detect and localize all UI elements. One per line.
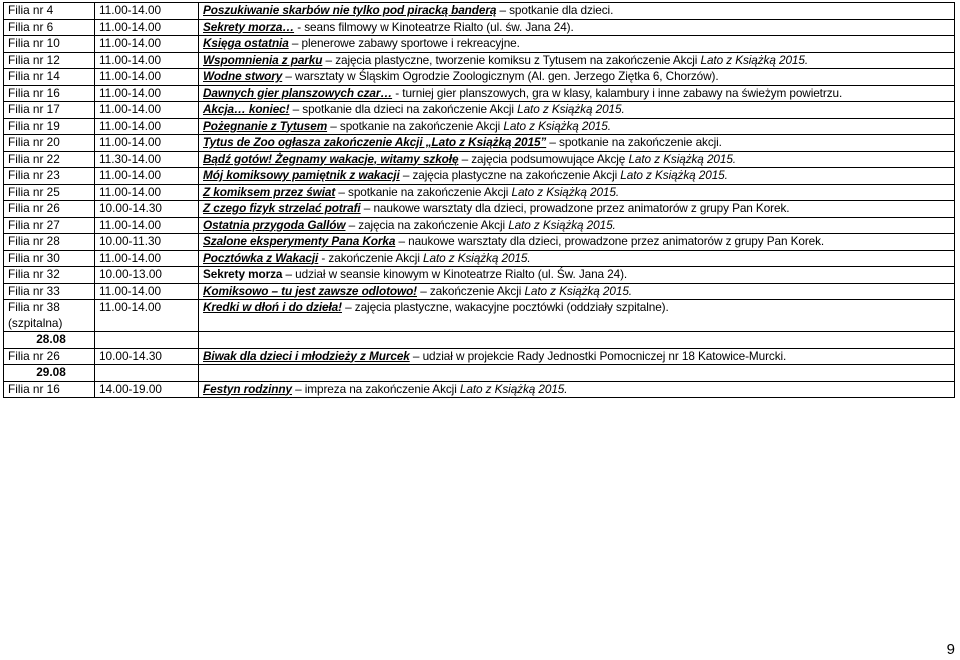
branch-name: Filia nr 22 (8, 151, 60, 166)
branch-cell (4, 36, 95, 53)
event-row (4, 300, 955, 332)
description-cell (199, 201, 955, 218)
branch-cell (4, 168, 95, 185)
branch-cell (4, 217, 95, 234)
event-title: Sekrety morza… (203, 19, 295, 34)
description-cell (199, 234, 955, 251)
event-row (4, 267, 955, 284)
branch-cell (4, 19, 95, 36)
event-row (4, 135, 955, 152)
event-description: – spotkanie na zakończenie akcji. (546, 135, 722, 149)
branch-name: Filia nr 27 (8, 217, 60, 232)
branch-cell (4, 184, 95, 201)
branch-cell (4, 102, 95, 119)
description-cell (199, 3, 955, 20)
event-row (4, 118, 955, 135)
campaign-name: Lato z Książką 2015. (524, 283, 632, 298)
description-cell (199, 348, 955, 365)
campaign-name: Lato z Książką 2015. (700, 52, 809, 67)
branch-cell (4, 283, 95, 300)
date-row (4, 365, 955, 382)
branch-cell (4, 234, 95, 251)
event-title: Szalone eksperymenty Pana Korka (203, 234, 396, 248)
branch-name: Filia nr 26 (8, 201, 60, 215)
branch-cell (4, 135, 95, 152)
event-title: Dawnych gier planszowych czar… (203, 85, 393, 100)
event-row (4, 348, 955, 365)
event-title: Poszukiwanie skarbów nie tylko pod piracką banderą (203, 3, 497, 17)
event-title: Pożegnanie z Tytusem (203, 118, 328, 133)
description-cell (199, 300, 955, 332)
event-description: – zajęcia na zakończenie Akcji (345, 217, 509, 232)
description-cell (199, 69, 955, 86)
description-cell (199, 118, 955, 135)
event-title: Biwak dla dzieci i młodzieży z Murcek (203, 348, 410, 363)
campaign-name: Lato z Książką 2015. (423, 250, 531, 265)
branch-name: Filia nr 26 (8, 348, 60, 363)
event-title: Bądź gotów! Żegnamy wakacje, witamy szkołę (203, 151, 459, 166)
description-cell (199, 381, 955, 398)
event-description: – warsztaty w Śląskim Ogrodzie Zoologicznym (Al. gen. Jerzego Ziętka 6, Chorzów). (282, 69, 719, 83)
event-description: – spotkanie na zakończenie Akcji (327, 118, 504, 133)
event-row (4, 69, 955, 86)
branch-cell (4, 201, 95, 218)
event-title: Pocztówka z Wakacji (203, 250, 319, 265)
event-row (4, 283, 955, 300)
date-cell: 29.08 (4, 365, 95, 382)
branch-cell (4, 118, 95, 135)
branch-name: Filia nr 20 (8, 135, 60, 149)
branch-cell (4, 348, 95, 365)
event-row (4, 234, 955, 251)
time-cell: 11.00-14.00 (95, 300, 199, 332)
event-title: Kredki w dłoń i do dzieła! (203, 300, 342, 314)
branch-name: Filia nr 6 (8, 19, 54, 34)
event-description: – spotkanie dla dzieci na zakończenie Akcji (289, 102, 518, 116)
campaign-name: Lato z Książką 2015. (508, 217, 616, 232)
event-description: – impreza na zakończenie Akcji (291, 381, 460, 396)
date-cell: 28.08 (4, 332, 95, 349)
description-cell (199, 283, 955, 300)
event-row (4, 151, 955, 168)
date-row (4, 332, 955, 349)
branch-cell (4, 85, 95, 102)
event-description: – udział w projekcie Rady Jednostki Pomocniczej nr 18 Katowice-Murcki. (409, 348, 787, 363)
branch-cell (4, 3, 95, 20)
description-cell (199, 217, 955, 234)
event-row (4, 201, 955, 218)
description-cell (199, 19, 955, 36)
description-cell (199, 36, 955, 53)
event-title: Wodne stwory (203, 69, 283, 83)
description-cell (199, 184, 955, 201)
description-cell (199, 151, 955, 168)
time-cell: 11.00-14.00 (95, 184, 199, 201)
event-row (4, 184, 955, 201)
campaign-name: Lato z Książką 2015. (511, 184, 620, 199)
event-description: - turniej gier planszowych, gra w klasy, kalambury i inne zabawy na świeżym powietrzu. (392, 85, 843, 100)
event-description: – naukowe warsztaty dla dzieci, prowadzone przez animatorów z grupy Pan Korek. (395, 234, 825, 248)
branch-note: (szpitalna) (8, 315, 63, 330)
campaign-name: Lato z Książką 2015. (628, 151, 736, 166)
event-row (4, 168, 955, 185)
branch-name: Filia nr 10 (8, 36, 60, 50)
branch-name: Filia nr 32 (8, 267, 60, 281)
branch-name: Filia nr 28 (8, 234, 60, 248)
branch-cell (4, 250, 95, 267)
description-cell (199, 168, 955, 185)
campaign-name: Lato z Książką 2015. (459, 381, 568, 396)
event-row (4, 381, 955, 398)
description-cell (199, 267, 955, 284)
time-cell: 11.00-14.00 (95, 283, 199, 300)
event-row (4, 3, 955, 20)
campaign-name: Lato z Książką 2015. (620, 168, 728, 182)
event-description: – spotkanie dla dzieci. (496, 3, 614, 17)
time-cell: 10.00-14.30 (95, 201, 199, 218)
branch-name: Filia nr 19 (8, 118, 60, 133)
event-title: Mój komiksowy pamiętnik z wakacji (203, 168, 400, 182)
event-row (4, 52, 955, 69)
empty-description-cell (199, 365, 955, 382)
event-description: - zakończenie Akcji (318, 250, 424, 265)
description-cell (199, 85, 955, 102)
time-cell: 10.00-14.30 (95, 348, 199, 365)
description-cell (199, 250, 955, 267)
time-cell: 11.00-14.00 (95, 3, 199, 20)
event-title: Akcja… koniec! (203, 102, 290, 116)
empty-time-cell (95, 365, 199, 382)
time-cell: 11.00-14.00 (95, 69, 199, 86)
event-description: - seans filmowy w Kinoteatrze Rialto (ul. św. Jana 24). (294, 19, 574, 34)
time-cell: 11.00-14.00 (95, 52, 199, 69)
empty-time-cell (95, 332, 199, 349)
description-cell (199, 102, 955, 119)
branch-cell (4, 151, 95, 168)
event-title: Sekrety morza (203, 267, 283, 281)
branch-name: Filia nr 30 (8, 250, 60, 265)
event-title: Z komiksem przez świat (203, 184, 336, 199)
time-cell: 11.00-14.00 (95, 135, 199, 152)
event-title: Księga ostatnia (203, 36, 289, 50)
campaign-name: Lato z Książką 2015. (517, 102, 625, 116)
branch-cell (4, 300, 95, 332)
event-title: Z czego fizyk strzelać potrafi (203, 201, 361, 215)
time-cell: 11.00-14.00 (95, 85, 199, 102)
event-description: – udział w seansie kinowym w Kinoteatrze Rialto (ul. Św. Jana 24). (282, 267, 628, 281)
event-description: – zajęcia podsumowujące Akcję (458, 151, 629, 166)
event-description: – zajęcia plastyczne, tworzenie komiksu z Tytusem na zakończenie Akcji (322, 52, 701, 67)
branch-cell (4, 381, 95, 398)
branch-name: Filia nr 23 (8, 168, 60, 182)
branch-name: Filia nr 16 (8, 381, 60, 396)
event-description: – zakończenie Akcji (417, 283, 525, 298)
time-cell: 11.00-14.00 (95, 217, 199, 234)
branch-cell (4, 69, 95, 86)
event-row (4, 19, 955, 36)
campaign-name: Lato z Książką 2015. (503, 118, 611, 133)
event-row (4, 250, 955, 267)
event-description: – zajęcia plastyczne, wakacyjne pocztówki (oddziały szpitalne). (341, 300, 669, 314)
time-cell: 11.00-14.00 (95, 36, 199, 53)
time-cell: 11.00-14.00 (95, 250, 199, 267)
event-title: Tytus de Zoo ogłasza zakończenie Akcji „Lato z Książką 2015” (203, 135, 547, 149)
description-cell (199, 52, 955, 69)
event-row (4, 36, 955, 53)
time-cell: 11.00-14.00 (95, 102, 199, 119)
time-cell: 10.00-13.00 (95, 267, 199, 284)
branch-cell (4, 267, 95, 284)
event-title: Wspomnienia z parku (203, 52, 323, 67)
branch-name: Filia nr 33 (8, 283, 60, 298)
event-row (4, 217, 955, 234)
schedule-body (4, 3, 955, 398)
branch-name: Filia nr 25 (8, 184, 60, 199)
page-number: 9 (946, 641, 955, 658)
time-cell: 14.00-19.00 (95, 381, 199, 398)
time-cell: 11.30-14.00 (95, 151, 199, 168)
event-description: – spotkanie na zakończenie Akcji (335, 184, 512, 199)
event-description: – plenerowe zabawy sportowe i rekreacyjne. (288, 36, 520, 50)
event-description: – zajęcia plastyczne na zakończenie Akcji (399, 168, 621, 182)
events-schedule-table (3, 2, 955, 398)
branch-cell (4, 52, 95, 69)
event-row (4, 85, 955, 102)
branch-name: Filia nr 14 (8, 69, 60, 83)
time-cell: 11.00-14.00 (95, 19, 199, 36)
time-cell: 11.00-14.00 (95, 168, 199, 185)
branch-name: Filia nr 17 (8, 102, 60, 116)
branch-name: Filia nr 12 (8, 52, 60, 67)
event-title: Ostatnia przygoda Gallów (203, 217, 346, 232)
empty-description-cell (199, 332, 955, 349)
event-title: Festyn rodzinny (203, 381, 292, 396)
branch-name: Filia nr 38 (8, 300, 60, 314)
event-title: Komiksowo – tu jest zawsze odlotowo! (203, 283, 418, 298)
branch-name: Filia nr 4 (8, 3, 54, 17)
event-row (4, 102, 955, 119)
time-cell: 10.00-11.30 (95, 234, 199, 251)
description-cell (199, 135, 955, 152)
event-description: – naukowe warsztaty dla dzieci, prowadzone przez animatorów z grupy Pan Korek. (360, 201, 790, 215)
time-cell: 11.00-14.00 (95, 118, 199, 135)
branch-name: Filia nr 16 (8, 85, 60, 100)
